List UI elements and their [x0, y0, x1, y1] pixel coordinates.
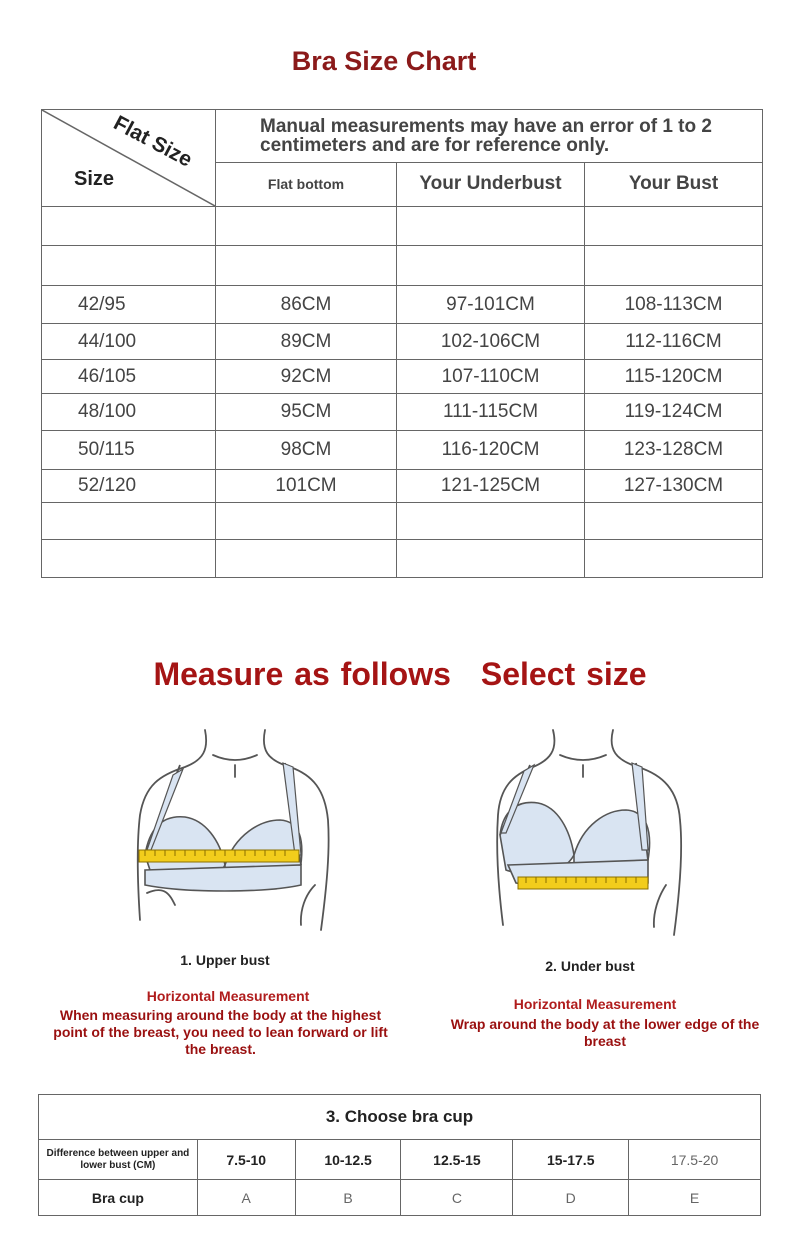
size-cell: 42/95	[42, 286, 216, 324]
bust-cell: 119-124CM	[585, 394, 763, 431]
underbust-cell: 116-120CM	[397, 431, 585, 470]
table-row-empty	[42, 246, 763, 286]
measure-as-follows-heading: Measure as follows	[153, 656, 451, 692]
flat-bottom-cell: 101CM	[216, 470, 397, 503]
underbust-cell: 97-101CM	[397, 286, 585, 324]
bust-cell: 115-120CM	[585, 360, 763, 394]
underbust-cell: 107-110CM	[397, 360, 585, 394]
table-row	[42, 431, 763, 470]
choose-cup-title: 3. Choose bra cup	[39, 1095, 761, 1140]
measurement-note: Manual measurements may have an error of 1 to 2 centimeters and are for reference only.	[216, 110, 763, 163]
range-cell: 15-17.5	[513, 1140, 629, 1180]
cup-cell: D	[513, 1180, 629, 1216]
range-cell: 10-12.5	[295, 1140, 401, 1180]
flat-bottom-cell: 86CM	[216, 286, 397, 324]
range-cell: 17.5-20	[629, 1140, 761, 1180]
underbust-cell: 102-106CM	[397, 324, 585, 360]
range-cell: 12.5-15	[401, 1140, 513, 1180]
upper-bust-instructions: When measuring around the body at the highest point of the breast, you need to lean forward or lift the breast.	[53, 1007, 388, 1057]
header-flat-bottom: Flat bottom	[216, 162, 397, 206]
table-row	[42, 286, 763, 324]
size-table	[41, 109, 763, 578]
upper-bust-illustration	[125, 725, 350, 955]
size-cell: 46/105	[42, 360, 216, 394]
cup-cell: E	[629, 1180, 761, 1216]
size-cell: 44/100	[42, 324, 216, 360]
bust-cell: 108-113CM	[585, 286, 763, 324]
header-bust: Your Bust	[585, 162, 763, 206]
table-row-empty	[42, 503, 763, 540]
bust-cell: 123-128CM	[585, 431, 763, 470]
size-cell: 52/120	[42, 470, 216, 503]
underbust-cell: 121-125CM	[397, 470, 585, 503]
page-title: Bra Size Chart	[291, 46, 477, 76]
size-cell: 48/100	[42, 394, 216, 431]
difference-label: Difference between upper and lower bust (CM)	[39, 1140, 198, 1180]
cup-table	[38, 1094, 761, 1216]
table-row	[42, 324, 763, 360]
measure-heading	[0, 656, 800, 693]
under-bust-subtitle: Horizontal Measurement	[513, 996, 677, 1012]
bra-cup-label: Bra cup	[39, 1180, 198, 1216]
table-row	[42, 360, 763, 394]
underbust-cell: 111-115CM	[397, 394, 585, 431]
select-size-heading: Select size	[480, 656, 647, 692]
header-underbust: Your Underbust	[397, 162, 585, 206]
cup-cell: C	[401, 1180, 513, 1216]
flat-bottom-cell: 98CM	[216, 431, 397, 470]
size-cell: 50/115	[42, 431, 216, 470]
table-row-empty	[42, 207, 763, 246]
flat-bottom-cell: 89CM	[216, 324, 397, 360]
flat-size-label: Flat Size	[109, 111, 196, 172]
under-bust-instructions: Wrap around the body at the lower edge of the breast	[450, 1016, 760, 1049]
table-row	[42, 394, 763, 431]
range-cell: 7.5-10	[197, 1140, 295, 1180]
bust-cell: 127-130CM	[585, 470, 763, 503]
bust-cell: 112-116CM	[585, 324, 763, 360]
cup-cell: A	[197, 1180, 295, 1216]
flat-bottom-cell: 95CM	[216, 394, 397, 431]
table-row	[42, 470, 763, 503]
upper-bust-subtitle: Horizontal Measurement	[146, 988, 310, 1004]
upper-bust-caption: 1. Upper bust	[180, 952, 270, 968]
cup-cell: B	[295, 1180, 401, 1216]
under-bust-caption: 2. Under bust	[545, 958, 635, 974]
size-label: Size	[74, 168, 115, 190]
flat-bottom-cell: 92CM	[216, 360, 397, 394]
under-bust-illustration	[488, 725, 713, 955]
size-corner-cell	[42, 110, 216, 207]
table-row-empty	[42, 540, 763, 578]
